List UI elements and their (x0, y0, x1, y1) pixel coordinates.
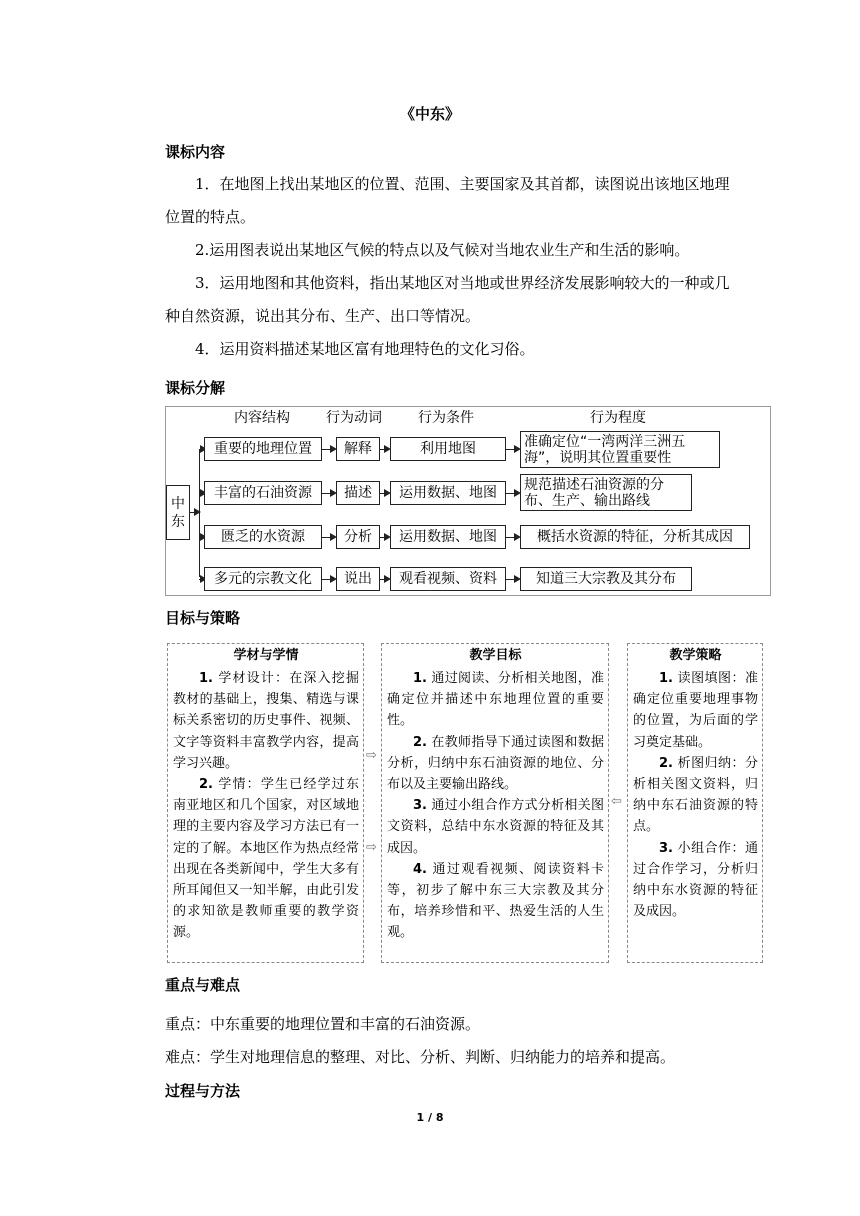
heading-breakdown: 课标分解 (165, 379, 226, 397)
verb-box-2: 描述 (336, 481, 380, 505)
degree-box-2: 规范描述石油资源的分布、生产、输出路线 (520, 474, 692, 511)
condition-box-3: 运用数据、地图 (390, 525, 506, 549)
strategy-item-1: 1. 读图填图：准确定位重要地理事物的位置，为后面的学习奠定基础。 (633, 671, 758, 750)
heading-standards: 课标内容 (165, 143, 226, 161)
degree-box-3: 概括水资源的特征，分析其成因 (520, 525, 750, 549)
connector-arrow-1: ⇨ (366, 748, 377, 763)
heading-goals: 目标与策略 (165, 609, 241, 627)
degree-arrow-3 (506, 537, 519, 538)
standard-item-4: 4．运用资料描述某地区富有地理特色的文化习俗。 (195, 340, 535, 358)
standard-item-1: 1．在地图上找出某地区的位置、范围、主要国家及其首都，读图说出该地区地理位置的特点。 (165, 175, 730, 226)
connector-arrow-3: ⇦ (611, 794, 622, 809)
degree-box-1: 准确定位“一湾两洋三洲五海”，说明其位置重要性 (520, 431, 720, 468)
heading-process: 过程与方法 (165, 1082, 241, 1100)
materials-item-1: 1. 学材设计：在深入挖掘教材的基础上，搜集、精选与课标关系密切的历史事件、视频、文字等资料丰富教学内容，提高学习兴趣。 (173, 671, 359, 771)
strategy-column (627, 643, 763, 963)
difficulty-text: 难点：学生对地理信息的整理、对比、分析、判断、归纳能力的培养和提高。 (165, 1048, 676, 1066)
condition-arrow-4 (380, 579, 389, 580)
diagram-trunk-line (199, 449, 200, 577)
condition-arrow-1 (380, 449, 389, 450)
page-number: 1 / 8 (416, 1111, 444, 1124)
diagram-root-box (166, 485, 190, 540)
content-box-1: 重要的地理位置 (204, 437, 322, 461)
degree-arrow-2 (506, 493, 519, 494)
breakdown-diagram (165, 406, 771, 596)
strategy-item-2: 2. 析图归纳：分析相关图文资料，归纳中东石油资源的特点。 (633, 755, 758, 835)
diagram-header-verb: 行为动词 (326, 410, 382, 426)
strategy-item-3: 3. 小组合作：通过合作学习，分析归纳中东水资源的特征及成因。 (633, 840, 758, 920)
objective-item-3: 3. 通过小组合作方式分析相关图文资料，总结中东水资源的特征及其成因。 (387, 798, 604, 856)
verb-arrow-1 (322, 449, 335, 450)
strategy-column-title: 教学策略 (669, 648, 722, 663)
verb-arrow-3 (322, 537, 335, 538)
condition-arrow-3 (380, 537, 389, 538)
materials-item-2: 2. 学情：学生已经学过东南亚地区和几个国家，对区域地理的主要内容及学习方法已有一定的了解。本地区作为热点经常出现在各类新闻中，学生大多有所耳闻但又一知半解，由此引发的求知欲是教师重要的教学资源。 (173, 777, 359, 941)
verb-box-4: 说出 (336, 567, 380, 591)
condition-box-2: 运用数据、地图 (390, 481, 506, 505)
degree-box-4: 知道三大宗教及其分布 (520, 567, 692, 591)
materials-column-title: 学材与学情 (233, 648, 299, 663)
objectives-column-title: 教学目标 (469, 648, 522, 663)
content-box-3: 匮乏的水资源 (204, 525, 322, 549)
key-point-text: 重点：中东重要的地理位置和丰富的石油资源。 (165, 1015, 481, 1033)
objective-item-1: 1. 通过阅读、分析相关地图，准确定位并描述中东地理位置的重要性。 (387, 671, 604, 729)
condition-arrow-2 (380, 493, 389, 494)
verb-arrow-2 (322, 493, 335, 494)
diagram-header-condition: 行为条件 (418, 410, 474, 426)
standard-item-2: 2.运用图表说出某地区气候的特点以及气候对当地农业生产和生活的影响。 (195, 241, 690, 259)
document-title: 《中东》 (399, 105, 460, 123)
connector-arrow-2: ⇨ (366, 840, 377, 855)
standard-item-3: 3．运用地图和其他资料，指出某地区对当地或世界经济发展影响较大的一种或几种自然资源，说出其分布、生产、出口等情况。 (165, 274, 730, 325)
materials-column (167, 643, 364, 963)
root-stub-line (190, 512, 199, 513)
diagram-root-label: 中东 (171, 495, 185, 530)
degree-arrow-4 (506, 579, 519, 580)
verb-arrow-4 (322, 579, 335, 580)
heading-keypoints: 重点与难点 (165, 976, 241, 994)
condition-box-1: 利用地图 (390, 437, 506, 461)
diagram-header-degree: 行为程度 (590, 410, 646, 426)
degree-arrow-1 (506, 449, 519, 450)
content-box-4: 多元的宗教文化 (204, 567, 322, 591)
objectives-column (381, 643, 609, 963)
verb-box-3: 分析 (336, 525, 380, 549)
objective-item-2: 2. 在教师指导下通过读图和数据分析，归纳中东石油资源的地位、分布以及主要输出路线。 (387, 734, 604, 793)
objective-item-4: 4. 通过观看视频、阅读资料卡等，初步了解中东三大宗教及其分布，培养珍惜和平、热爱生活的人生观。 (387, 861, 604, 941)
verb-box-1: 解释 (336, 437, 380, 461)
diagram-header-content: 内容结构 (234, 410, 290, 426)
content-box-2: 丰富的石油资源 (204, 481, 322, 505)
condition-box-4: 观看视频、资料 (390, 567, 506, 591)
